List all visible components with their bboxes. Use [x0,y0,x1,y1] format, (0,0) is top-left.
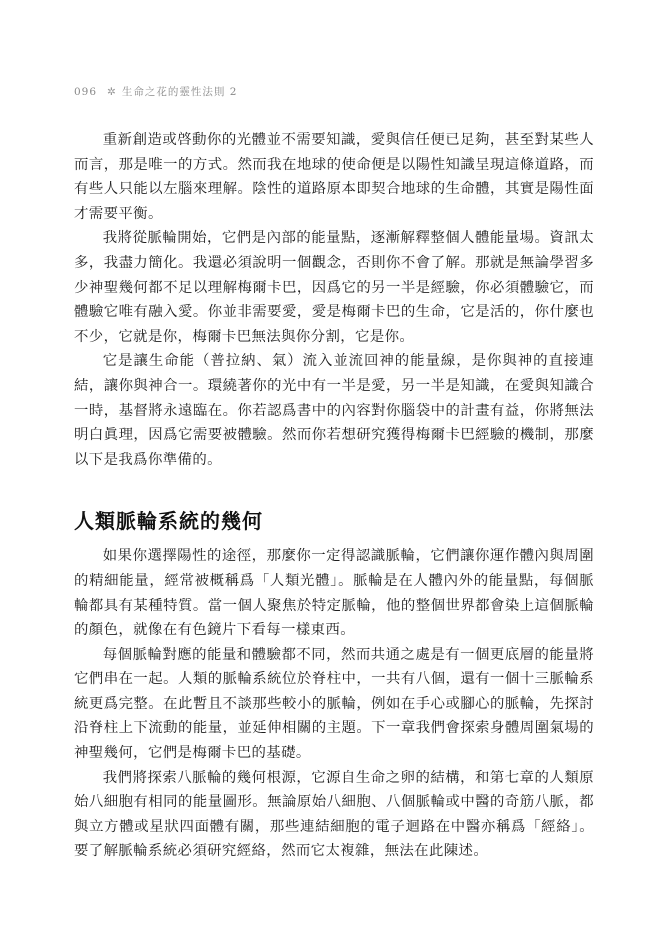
section-title: 人類脈輪系統的幾何 [74,509,263,534]
paragraph: 我將從脈輪開始，它們是內部的能量點，逐漸解釋整個人體能量場。資訊太多，我盡力簡化。我還必須說明一個觀念，否則你不會了解。那就是無論學習多少神聖幾何都不足以理解梅爾卡巴，因爲它的另一半是經驗，你必須體驗它，而體驗它唯有融入愛。你並非需要愛，愛是梅爾卡巴的生命，它是活的，你什麼也不少，它就是你，梅爾卡巴無法與你分割，它是你。 [74,230,594,345]
paragraph: 它是讓生命能（普拉納、氣）流入並流回神的能量線，是你與神的直接連結，讓你與神合一。環繞著你的光中有一半是愛，另一半是知識，在愛與知識合一時，基督將永遠臨在。你若認爲書中的內容對你腦袋中的計畫有益，你將無法明白眞理，因爲它需要被體驗。然而你若想研究獲得梅爾卡巴經驗的機制，那麼以下是我爲你準備的。 [74,353,594,468]
paragraph: 重新創造或啓動你的光體並不需要知識，愛與信任便已足夠，甚至對某些人而言，那是唯一的方式。然而我在地球的使命便是以陽性知識呈現這條道路，而有些人只能以左腦來理解。陰性的道路原本即契合地球的生命體，其實是陽性面才需要平衡。 [74,132,594,222]
page-body [74,128,594,864]
book-title: 生命之花的靈性法則 2 [121,86,238,98]
flower-icon: ✲ [107,86,117,98]
paragraph: 我們將探索八脈輪的幾何根源，它源自生命之卵的結構，和第七章的人類原始八細胞有相同的能量圖形。無論原始八細胞、八個脈輪或中醫的奇筋八脈，都與立方體或星狀四面體有關，那些連結細胞的電子迴路在中醫亦稱爲「經絡」。要了解脈輪系統必須研究經絡，然而它太複雜，無法在此陳述。 [74,769,594,860]
paragraph: 如果你選擇陽性的途徑，那麼你一定得認識脈輪，它們讓你運作體內與周圍的精細能量，經常被概稱爲「人類光體」。脈輪是在人體內外的能量點，每個脈輪都具有某種特質。當一個人聚焦於特定脈輪，他的整個世界都會染上這個脈輪的顏色，就像在有色鏡片下看每一樣東西。 [74,548,594,639]
running-header [74,84,237,99]
paragraph: 每個脈輪對應的能量和體驗都不同，然而共通之處是有一個更底層的能量將它們串在一起。人類的脈輪系統位於脊柱中，一共有八個，還有一個十三脈輪系統更爲完整。在此暫且不談那些較小的脈輪，例如在手心或腳心的脈輪，先探討沿脊柱上下流動的能量，並延伸相關的主題。下一章我們會探索身體周圍氣場的神聖幾何，它們是梅爾卡巴的基礎。 [74,646,594,762]
page-number: 096 [74,86,98,98]
